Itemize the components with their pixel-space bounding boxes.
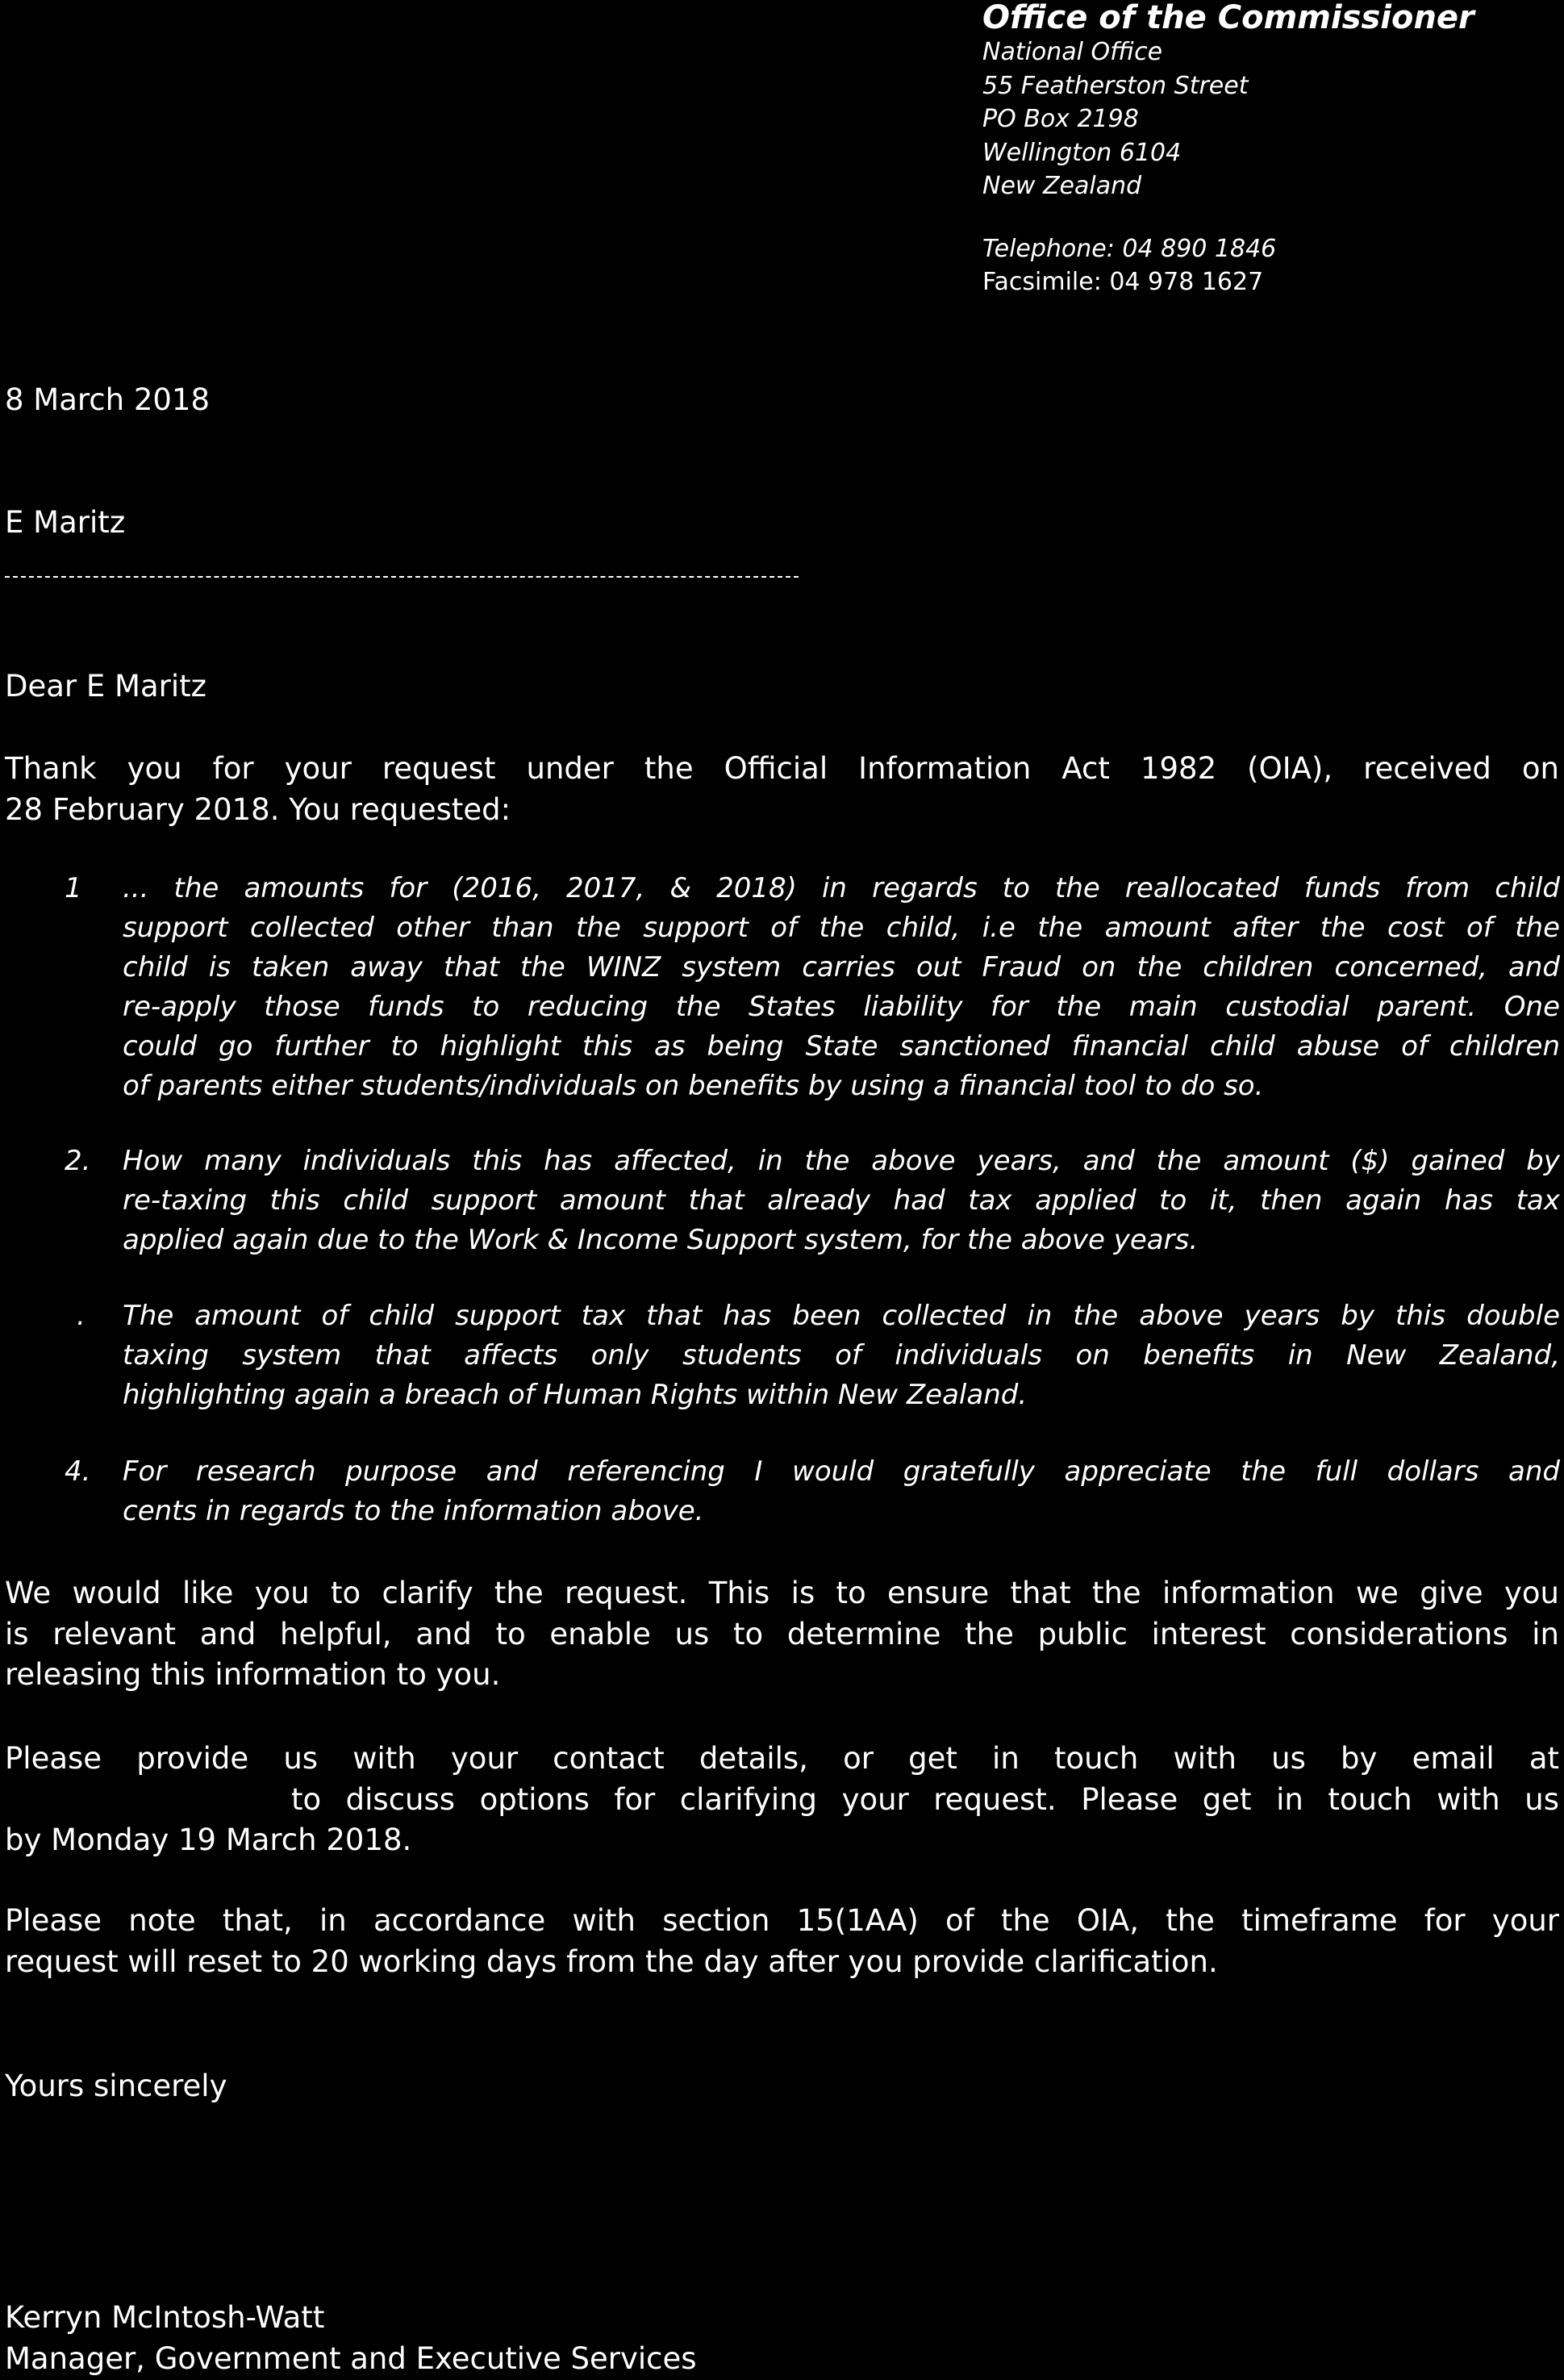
text-line: re-apply those funds to reducing the States liability for the main custodial parent. One [123,991,1560,1023]
clarify-paragraph [5,1573,1559,1696]
text-line: For research purpose and referencing I would gratefully appreciate the full dollars and [123,1455,1560,1488]
telephone: Telephone: 04 890 1846 [982,234,1277,263]
signatory-role: Manager, Government and Executive Services [5,2341,697,2376]
salutation: Dear E Maritz [5,669,207,704]
text-line: by Monday 19 March 2018. [5,1823,412,1857]
text-line: taxing system that affects only students of individuals on benefits in New Zealand, [123,1339,1560,1372]
text-line: Please note that, in accordance with section 15(1AA) of the OIA, the timeframe for your [5,1903,1559,1938]
letter-date: 8 March 2018 [5,382,211,417]
text-line: ... the amounts for (2016, 2017, & 2018) in regards to the reallocated funds from child [123,872,1560,904]
address-line: New Zealand [982,172,1142,200]
text-line: re-taxing this child support amount that already had tax applied to it, then again has tax [123,1184,1560,1217]
address-line: Wellington 6104 [982,138,1182,167]
address-line: 55 Featherston Street [982,71,1249,100]
item-number: 2. [65,1145,91,1177]
text-line: Thank you for your request under the Official Information Act 1982 (OIA), received on [5,751,1559,786]
text-line: highlighting again a breach of Human Rights within New Zealand. [123,1379,1028,1411]
facsimile: Facsimile: 04 978 1627 [982,268,1264,296]
signatory-name: Kerryn McIntosh-Watt [5,2300,325,2335]
text-line: cents in regards to the information above. [123,1495,704,1527]
address-line: PO Box 2198 [982,105,1139,133]
recipient-name: E Maritz [5,505,126,540]
address-line: National Office [982,38,1163,66]
text-line: 28 February 2018. You requested: [5,791,511,827]
item-number: 1 [65,872,82,904]
text-line: Please provide us with your contact details, or get in touch with us by email at [5,1741,1559,1776]
text-line: applied again due to the Work & Income Support system, for the above years. [123,1224,1199,1256]
text-line: child is taken away that the WINZ system carries out Fraud on the children concerned, and [123,951,1560,983]
item-number: 4. [65,1455,91,1488]
note-paragraph [5,1901,1559,1982]
text-line: of parents either students/individuals on benefits by using a financial tool to do so. [123,1070,1264,1102]
text-line: is relevant and helpful, and to enable us to determine the public interest considerations in [5,1616,1559,1651]
text-line: could go further to highlight this as being State sanctioned financial child abuse of children [123,1030,1560,1063]
text-line: How many individuals this has affected, in the above years, and the amount ($) gained by [123,1145,1560,1177]
text-line: releasing this information to you. [5,1657,501,1692]
text-line: to discuss options for clarifying your request. Please get in touch with us [291,1781,1559,1817]
redacted-address-line [5,576,799,578]
closing: Yours sincerely [5,2069,227,2103]
text-line: support collected other than the support of the child, i.e the amount after the cost of the [123,912,1560,944]
intro-paragraph [5,749,1559,830]
text-line: We would like you to clarify the request. This is to ensure that the information we give you [5,1576,1559,1610]
letterhead-title: Office of the Commissioner [982,0,1474,36]
letterhead [982,0,1474,299]
text-line: request will reset to 20 working days from the day after you provide clarification. [5,1944,1218,1979]
item-number: . [77,1300,85,1332]
text-line: The amount of child support tax that has been collected in the above years by this double [123,1300,1560,1332]
contact-paragraph [5,1739,1559,1861]
